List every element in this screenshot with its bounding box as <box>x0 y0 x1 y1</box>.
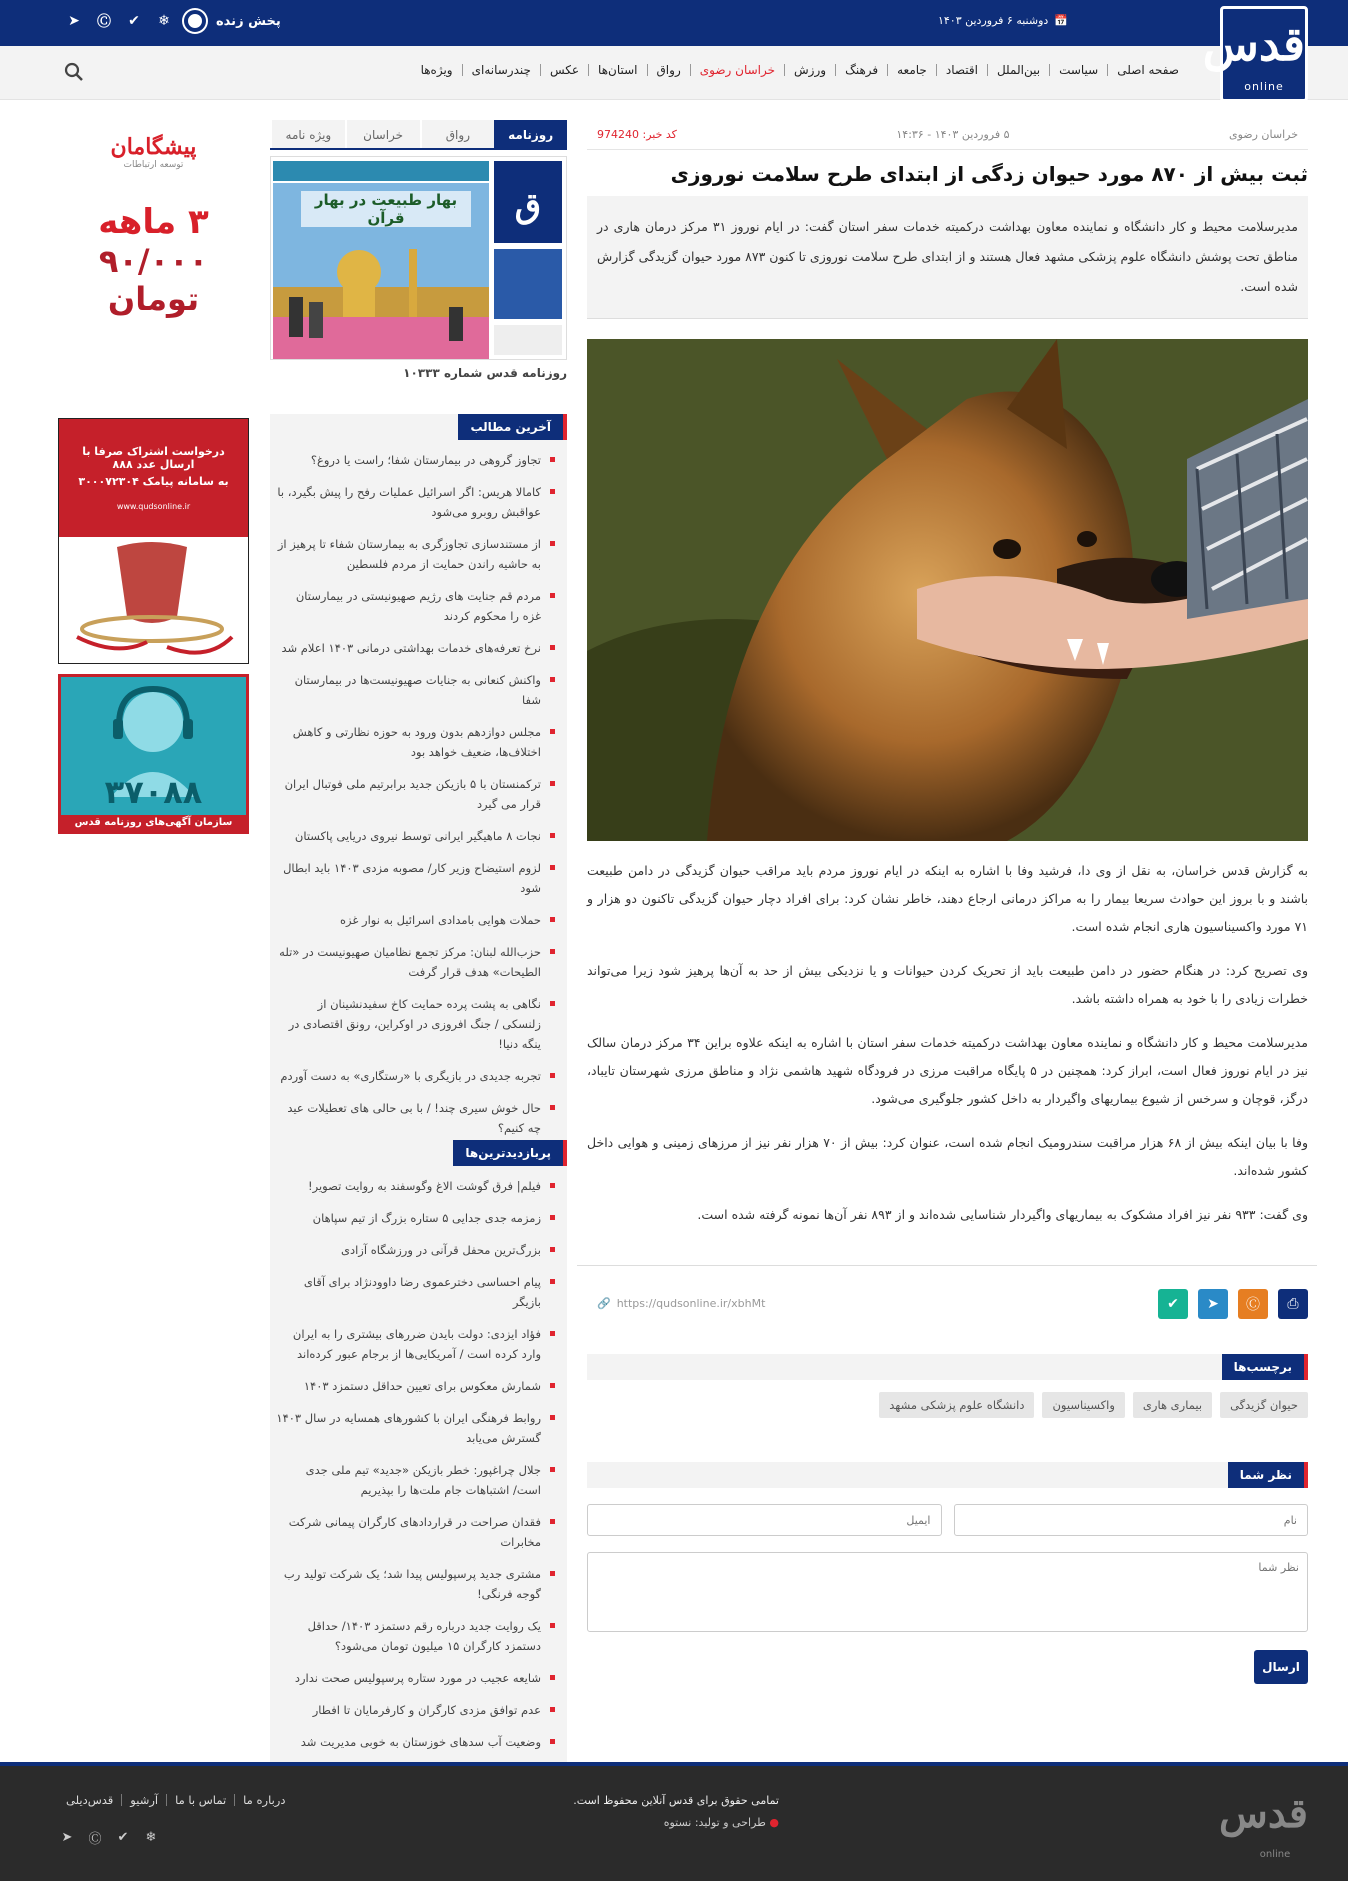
nav-item-provinces[interactable]: استان‌ها <box>588 64 646 76</box>
popular-news <box>270 1140 567 1766</box>
list-item[interactable]: تجاوز گروهی در بیمارستان شفا؛ راست یا دروغ؟ <box>276 444 555 476</box>
ad-brand-sub: توسعه ارتباطات <box>123 160 184 170</box>
name-field[interactable] <box>954 1504 1309 1536</box>
telegram-icon[interactable]: ➤ <box>68 13 80 29</box>
telegram-share-icon[interactable]: ➤ <box>1198 1289 1228 1319</box>
comment-textarea[interactable] <box>587 1552 1308 1632</box>
ad-sub-url: www.qudsonline.ir <box>116 502 191 511</box>
nav-item-international[interactable]: بین‌الملل <box>987 64 1049 76</box>
article-paragraph: به گزارش قدس خراسان، به نقل از وی دا، فرشید وفا با اشاره به اینکه در ایام نوروز مردم باید مراقب حیوان گزیدگی در دامن طبیعت باشند و با بروز این حوادث سریعا بیمار را به مراکز درمانی ارجاع دهند، خاطر نشان کرد: برای افراد دچار حیوان گزیدگی تاکنون دو هزار و ۷۱ مورد واکسیناسیون هاری انجام شده است. <box>587 863 1308 934</box>
logo-sub: online <box>1244 80 1284 93</box>
designer-text[interactable]: طراحی و تولید: نستوه <box>663 1816 766 1829</box>
nav-item-economy[interactable]: اقتصاد <box>936 64 987 76</box>
list-item[interactable]: مجلس دوازدهم بدون ورود به حوزه نظارتی و کاهش اختلاف‌ها، ضعیف خواهد بود <box>276 716 555 768</box>
latest-header <box>270 414 567 440</box>
list-item[interactable]: فیلم| فرق گوشت الاغ وگوسفند به روایت تصویر! <box>276 1170 555 1202</box>
footer-logo-text: قدس <box>1219 1790 1308 1837</box>
ad-classifieds[interactable] <box>58 674 249 834</box>
logo-text: قدس <box>1202 17 1305 71</box>
ad-line2: ۹۰/۰۰۰ <box>98 242 209 280</box>
submit-button[interactable]: ارسال <box>1254 1650 1308 1684</box>
tag-item[interactable]: دانشگاه علوم پزشکی مشهد <box>879 1392 1034 1418</box>
tags-header <box>587 1354 1308 1380</box>
article-datetime: ۵ فروردین ۱۴۰۳ - ۱۴:۳۶ <box>896 128 1010 141</box>
share-bar <box>587 1289 1308 1319</box>
footer-link-qudsdaily[interactable]: قدس‌دیلی <box>66 1793 114 1807</box>
list-item[interactable]: حزب‌الله لبنان: مرکز تجمع نظامیان صهیونیست در «تله الطیحات» هدف قرار گرفت <box>276 936 555 988</box>
nav-item-multimedia[interactable]: چندرسانه‌ای <box>462 64 540 76</box>
list-item[interactable]: مشتری جدید پرسپولیس پیدا شد؛ یک شرکت تولید رب گوجه فرنگی! <box>276 1558 555 1610</box>
article-category[interactable]: خراسان رضوی <box>1228 128 1298 141</box>
newspaper-headline: بهار طبیعت در بهار قرآن <box>301 191 471 227</box>
article-paragraph: وفا با بیان اینکه بیش از ۶۸ هزار مراقبت سندرومیک انجام شده است، عنوان کرد: بیش از ۷۰ هزار نفر نیز از مرزهای زمینی و هوایی داخل کشور شده‌اند. <box>587 1135 1308 1178</box>
footer-links <box>58 1794 293 1806</box>
list-item[interactable]: حال خوش سیری چند! / با بی حالی های تعطیلات عید چه کنیم؟ <box>276 1092 555 1144</box>
ad-pishgaman[interactable] <box>58 120 249 410</box>
footer-logo[interactable] <box>1219 1782 1308 1866</box>
tag-item[interactable]: بیماری هاری <box>1133 1392 1212 1418</box>
list-item[interactable]: نرخ تعرفه‌های خدمات بهداشتی درمانی ۱۴۰۳ اعلام شد <box>276 632 555 664</box>
footer-logo-sub: online <box>1259 1849 1291 1860</box>
list-item[interactable]: یک روایت جدید درباره رقم دستمزد ۱۴۰۳/ حداقل دستمزد کارگران ۱۵ میلیون تومان می‌شود؟ <box>276 1610 555 1662</box>
list-item[interactable]: لزوم استیضاح وزیر کار/ مصوبه مزدی ۱۴۰۳ باید ابطال شود <box>276 852 555 904</box>
live-label[interactable]: پخش زنده <box>216 13 281 29</box>
calendar-icon: 📅 <box>1054 14 1068 27</box>
nav-item-home[interactable]: صفحه اصلی <box>1107 64 1188 76</box>
bale-icon[interactable]: ✔ <box>128 13 140 29</box>
bale-icon[interactable]: ✔ <box>117 1829 129 1845</box>
tags-section <box>587 1354 1308 1418</box>
top-bar <box>0 0 1348 46</box>
latest-news <box>270 414 567 1152</box>
date-text: دوشنبه ۶ فروردین ۱۴۰۳ <box>937 14 1049 27</box>
list-item[interactable]: زمزمه جدی جدایی ۵ ستاره بزرگ از تیم سپاهان <box>276 1202 555 1234</box>
rubika-icon[interactable]: ❄ <box>158 13 170 29</box>
article-hero-image <box>587 339 1308 841</box>
email-field[interactable] <box>587 1504 942 1536</box>
main-nav <box>0 46 1348 100</box>
list-item[interactable]: شایعه عجیب در مورد ستاره پرسپولیس صحت ندارد <box>276 1662 555 1694</box>
ad-subscription[interactable] <box>58 418 249 664</box>
nav-item-khorasan[interactable]: خراسان رضوی <box>690 64 784 76</box>
nav-item-specials[interactable]: ویژه‌ها <box>420 63 453 77</box>
list-item[interactable]: فقدان صراحت در قراردادهای کارگران پیمانی شرکت مخابرات <box>276 1506 555 1558</box>
copyright: تمامی حقوق برای قدس آنلاین محفوظ است. <box>573 1794 779 1807</box>
ad-classifieds-caption: سازمان آگهی‌های روزنامه قدس <box>61 815 246 831</box>
list-item[interactable]: کامالا هریس: اگر اسرائیل عملیات رفح را پیش بگیرد، با عواقبش روبرو می‌شود <box>276 476 555 528</box>
search-icon[interactable] <box>64 62 84 82</box>
list-item[interactable]: از مستندسازی تجاوزگری به بیمارستان شفاء تا پرهیز از به حاشیه راندن حمایت از مردم فلسطین <box>276 528 555 580</box>
nav-item-sports[interactable]: ورزش <box>784 64 835 76</box>
article-lead: مدیرسلامت محیط و کار دانشگاه و نماینده معاون بهداشت درکمیته خدمات سفر استان گفت: در ایام نوروز ۳۱ مرکز درمان هاری در مناطق تحت پوشش دانشگاه علوم پزشکی مشهد فعال هستند و از ابتدای طرح سلامت نوروزی تا کنون ۸۷۳ مورد حیوان گزیدگی گزارش شده است. <box>587 196 1308 319</box>
telegram-icon[interactable]: ➤ <box>61 1829 73 1845</box>
tag-item[interactable]: واکسیناسیون <box>1042 1392 1124 1418</box>
list-item[interactable]: وضعیت آب سدهای خوزستان به خوبی مدیریت شد <box>276 1726 555 1758</box>
list-item[interactable]: روابط فرهنگی ایران با کشورهای همسایه در سال ۱۴۰۳ گسترش می‌یابد <box>276 1402 555 1454</box>
nav-item-photo[interactable]: عکس <box>540 64 588 76</box>
tab-special[interactable]: ویژه نامه <box>272 120 345 148</box>
link-icon: 🔗 <box>597 1297 611 1310</box>
eitaa-icon[interactable]: Ⓒ <box>88 1831 102 1847</box>
list-item[interactable]: نگاهی به پشت پرده حمایت کاخ سفیدنشینان از زلنسکی / جنگ افروزی در اوکراین، رونق اقتصادی در ینگه دنیا! <box>276 988 555 1060</box>
comments-heading: نظر شما <box>1228 1462 1308 1488</box>
popular-heading: پربازدیدترین‌ها <box>453 1140 567 1166</box>
footer <box>0 1762 1348 1881</box>
tab-khorasan[interactable]: خراسان <box>347 120 420 148</box>
ad-phone-number: ۳۷۰۸۸ <box>104 773 203 811</box>
comment-form <box>587 1462 1308 1684</box>
ad-sub-line1: درخواست اشتراک صرفا با ارسال عدد ۸۸۸ <box>82 445 225 471</box>
tags-heading: برچسب‌ها <box>1222 1354 1308 1380</box>
divider <box>577 1265 1317 1266</box>
article-paragraph: وی گفت: ۹۳۳ نفر نیز افراد مشکوک به بیماریهای واگیردار شناسایی شده‌اند و از ۸۹۳ نفر آن‌ها نمونه گرفته شده است. <box>697 1207 1308 1222</box>
nav-item-culture[interactable]: فرهنگ <box>835 64 887 76</box>
ad-line1: ۳ ماهه <box>98 202 209 242</box>
newspaper-caption[interactable]: روزنامه قدس شماره ۱۰۳۳۳ <box>403 366 567 380</box>
article-paragraph: وی تصریح کرد: در هنگام حضور در دامن طبیعت باید از تحریک کردن حیوانات و یا نزدیکی بیش از حد به آن‌ها پرهیز شود زیرا می‌تواند خطرات زیادی را با خود به همراه داشته باشد. <box>587 963 1308 1006</box>
latest-heading: آخرین مطالب <box>458 414 567 440</box>
footer-social <box>58 1828 160 1846</box>
ad-brand: پیشگامان <box>110 134 197 160</box>
ad-line3: تومان <box>107 280 200 318</box>
tea-cup-icon <box>58 537 248 664</box>
list-item[interactable]: مردم قم جنایت های رژیم صهیونیستی در بیمارستان غزه را محکوم کردند <box>276 580 555 632</box>
bale-share-icon[interactable]: ✔ <box>1158 1289 1188 1319</box>
list-item[interactable]: واکنش کنعانی به جنایات صهیونیست‌ها در بیمارستان شفا <box>276 664 555 716</box>
newspaper-cover[interactable] <box>270 156 567 360</box>
nav-item-ravagh[interactable]: رواق <box>647 64 690 76</box>
list-item[interactable]: نجات ۸ ماهیگیر ایرانی توسط نیروی دریایی پاکستان <box>276 820 555 852</box>
list-item[interactable]: شمارش معکوس برای تعیین حداقل دستمزد ۱۴۰۳ <box>276 1370 555 1402</box>
svg-text:ق: ق <box>514 186 542 226</box>
designer-logo-icon: ● <box>769 1816 779 1829</box>
newspaper-widget <box>270 120 567 380</box>
article-meta <box>587 118 1308 150</box>
eitaa-share-icon[interactable]: Ⓒ <box>1238 1289 1268 1319</box>
site-logo[interactable] <box>1202 6 1308 102</box>
rubika-icon[interactable]: ❄ <box>145 1829 157 1845</box>
article-paragraph: مدیرسلامت محیط و کار دانشگاه و نماینده معاون بهداشت درکمیته خدمات سفر استان با اشاره به اینکه علاوه براین ۳۴ مرکز درمان سالک نیز در ایام نوروز فعال است، ابراز کرد: همچنین در ۵ پایگاه مراقبت مرزی در فرودگاه شهید هاشمی نژاد و مناطق مرزی شهرستان تایباد، درگز، قوچان و سرخس از شیوع بیماریهای واگیردار به داخل کشور جلوگیری می‌شود. <box>587 1035 1308 1106</box>
article-code: کد خبر: 974240 <box>597 128 677 141</box>
tab-quds-paper[interactable]: روزنامه <box>494 120 567 148</box>
list-item[interactable]: عدم توافق مزدی کارگران و کارفرمایان تا افطار <box>276 1694 555 1726</box>
live-stream[interactable] <box>64 10 281 32</box>
list-item[interactable]: تجربه جدیدی در بازیگری با «رستگاری» به دست آوردم <box>276 1060 555 1092</box>
article-body <box>587 857 1308 1229</box>
current-date <box>938 14 1068 27</box>
designer-credit[interactable] <box>664 1816 779 1829</box>
footer-link-archive[interactable]: آرشیو <box>121 1794 166 1806</box>
footer-link-contact[interactable]: تماس با ما <box>166 1794 234 1806</box>
print-icon[interactable]: ⎙ <box>1278 1289 1308 1319</box>
comments-header <box>587 1462 1308 1488</box>
tag-item[interactable]: حیوان گزیدگی <box>1220 1392 1308 1418</box>
list-item[interactable]: فؤاد ایزدی: دولت بایدن ضررهای بیشتری را به ایران وارد کرده است / آمریکایی‌ها از برجام عبور کرده‌اند <box>276 1318 555 1370</box>
ad-sub-line2: به سامانه پیامک ۳۰۰۰۷۲۳۰۴ <box>78 475 229 488</box>
list-item[interactable]: حملات هوایی بامدادی اسرائیل به نوار غزه <box>276 904 555 936</box>
eitaa-icon[interactable]: Ⓒ <box>97 14 111 30</box>
live-indicator-icon[interactable] <box>184 10 206 32</box>
list-item[interactable]: جلال چراغپور: خطر بازیکن «جدید» تیم ملی جدی است/ اشتباهات جام ملت‌ها را بپذیریم <box>276 1454 555 1506</box>
list-item[interactable]: بزرگ‌ترین محفل قرآنی در ورزشگاه آزادی <box>276 1234 555 1266</box>
short-url-text[interactable]: https://qudsonline.ir/xbhMt <box>616 1297 766 1310</box>
article-title: ثبت بیش از ۸۷۰ مورد حیوان زدگی از ابتدای طرح سلامت نوروزی <box>670 162 1308 186</box>
popular-header <box>270 1140 567 1166</box>
article <box>587 118 1308 1229</box>
nav-item-politics[interactable]: سیاست <box>1049 64 1107 76</box>
short-url[interactable] <box>597 1297 765 1310</box>
footer-link-about[interactable]: درباره ما <box>234 1794 293 1806</box>
list-item[interactable]: ترکمنستان با ۵ بازیکن جدید برابرتیم ملی فوتبال ایران قرار می گیرد <box>276 768 555 820</box>
tab-ravagh[interactable]: رواق <box>422 120 495 148</box>
list-item[interactable]: پیام احساسی دخترعموی رضا داوودنژاد برای آقای بازیگر <box>276 1266 555 1318</box>
nav-item-society[interactable]: جامعه <box>887 64 936 76</box>
